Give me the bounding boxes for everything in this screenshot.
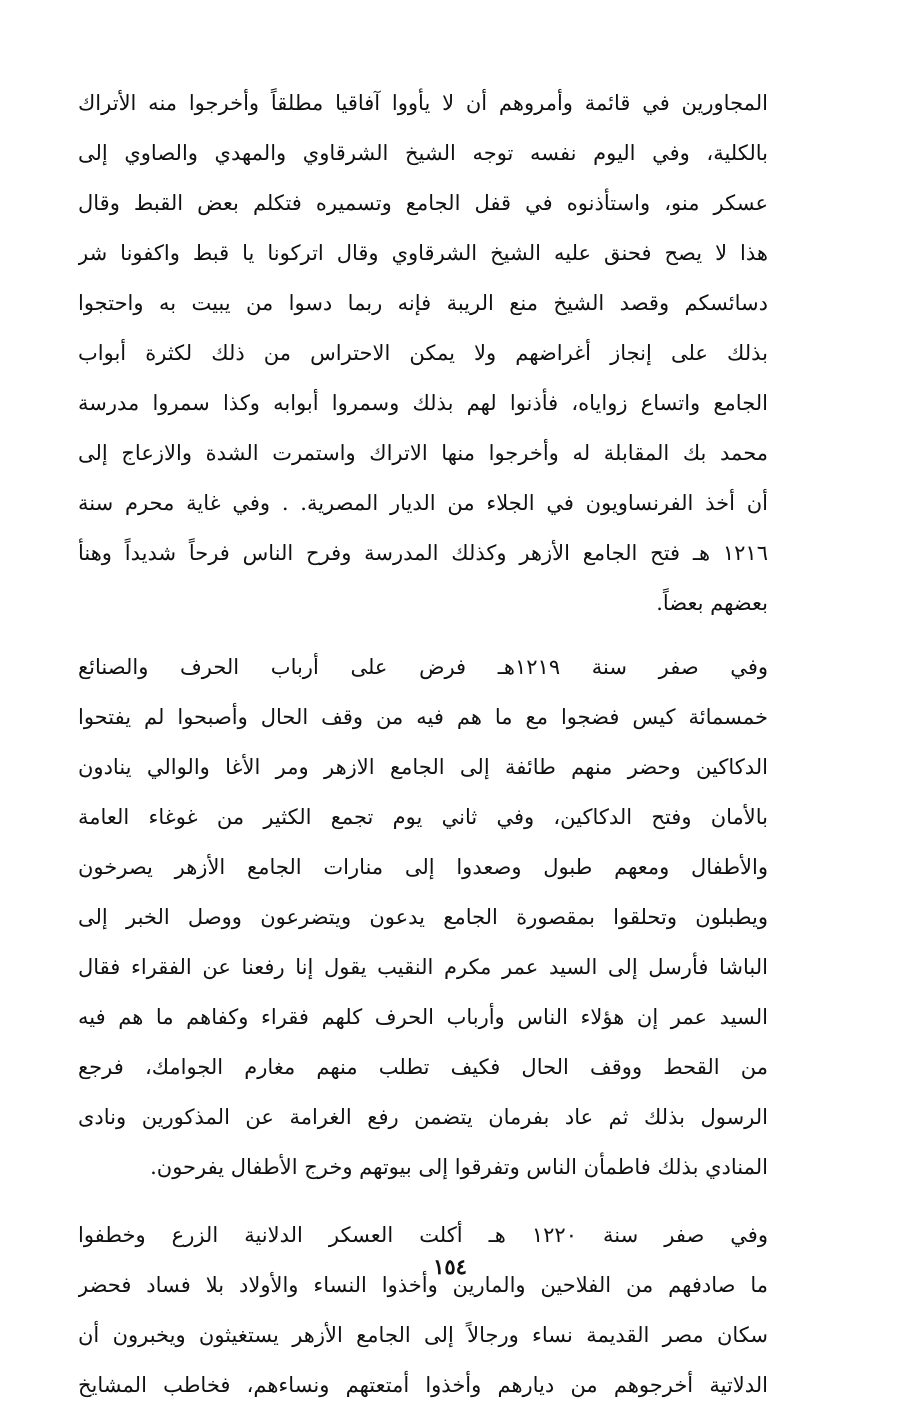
text-line: عسكر منو، واستأذنوه في قفل الجامع وتسميره فتكلم بعض القبط وقال	[78, 191, 768, 215]
text-line: ويطبلون وتحلقوا بمقصورة الجامع يدعون ويتضرعون ووصل الخبر إلى	[78, 905, 768, 929]
paragraph	[78, 642, 768, 1192]
text-line: هذا لا يصح فحنق عليه الشيخ الشرقاوي وقال اتركونا يا قبط واكفونا شر	[78, 241, 768, 265]
text-line: بالكلية، وفي اليوم نفسه توجه الشيخ الشرقاوي والمهدي والصاوي إلى	[78, 141, 768, 165]
text-line: الدلاتية أخرجوهم من ديارهم وأخذوا أمتعتهم ونساءهم، فخاطب المشايخ	[78, 1373, 768, 1397]
text-line: والأطفال ومعهم طبول وصعدوا إلى منارات الجامع الأزهر يصرخون	[78, 855, 768, 879]
text-line: سكان مصر القديمة نساء ورجالاً إلى الجامع الأزهر يستغيثون ويخبرون أن	[78, 1323, 768, 1347]
text-line: ما صادفهم من الفلاحين والمارين وأخذوا النساء والأولاد بلا فساد فحضر	[78, 1273, 768, 1297]
text-line: دسائسكم وقصد الشيخ منع الريبة فإنه ربما دسوا من يبيت به واحتجوا	[78, 291, 768, 315]
text-line: محمد بك المقابلة له وأخرجوا منها الاتراك واستمرت الشدة والازعاج إلى	[78, 441, 768, 465]
paragraph	[78, 78, 768, 628]
text-line: بالأمان وفتح الدكاكين، وفي ثاني يوم تجمع الكثير من غوغاء العامة	[78, 805, 768, 829]
text-line: وفي صفر سنة ١٢٢٠ هـ أكلت العسكر الدلانية الزرع وخطفوا	[78, 1223, 768, 1247]
book-page	[78, 78, 768, 1410]
text-line: بذلك على إنجاز أغراضهم ولا يمكن الاحتراس من ذلك لكثرة أبواب	[78, 341, 768, 365]
text-line: خمسمائة كيس فضجوا مع ما هم فيه من وقف الحال وأصبحوا لم يفتحوا	[78, 705, 768, 729]
text-line: الجامع واتساع زواياه، فأذنوا لهم بذلك وسمروا أبوابه وكذا سمروا مدرسة	[78, 391, 768, 415]
text-line: الباشا فأرسل إلى السيد عمر مكرم النقيب يقول إنا رفعنا عن الفقراء فقال	[78, 955, 768, 979]
text-line: السيد عمر إن هؤلاء الناس وأرباب الحرف كلهم فقراء وكفاهم ما هم فيه	[78, 1005, 768, 1029]
text-line: وفي صفر سنة ١٢١٩هـ فرض على أرباب الحرف والصنائع	[78, 655, 768, 679]
text-line: بعضهم بعضاً.	[656, 591, 768, 615]
text-line: أن أخذ الفرنساويون في الجلاء من الديار المصرية. . وفي غاية محرم سنة	[78, 491, 768, 515]
text-line: المجاورين في قائمة وأمروهم أن لا يأووا آفاقيا مطلقاً وأخرجوا منه الأتراك	[78, 91, 768, 115]
text-line: الدكاكين وحضر منهم طائفة إلى الجامع الازهر ومر الأغا والوالي ينادون	[78, 755, 768, 779]
text-line: ١٢١٦ هـ فتح الجامع الأزهر وكذلك المدرسة وفرح الناس فرحاً شديداً وهنأ	[78, 541, 768, 565]
page-number: ١٥٤	[433, 1254, 467, 1279]
text-line: الرسول بذلك ثم عاد بفرمان يتضمن رفع الغرامة عن المذكورين ونادى	[78, 1105, 768, 1129]
text-line: من القحط ووقف الحال فكيف تطلب منهم مغارم الجوامك، فرجع	[78, 1055, 768, 1079]
text-line: المنادي بذلك فاطمأن الناس وتفرقوا إلى بيوتهم وخرج الأطفال يفرحون.	[150, 1155, 768, 1179]
paragraph	[78, 1210, 768, 1410]
